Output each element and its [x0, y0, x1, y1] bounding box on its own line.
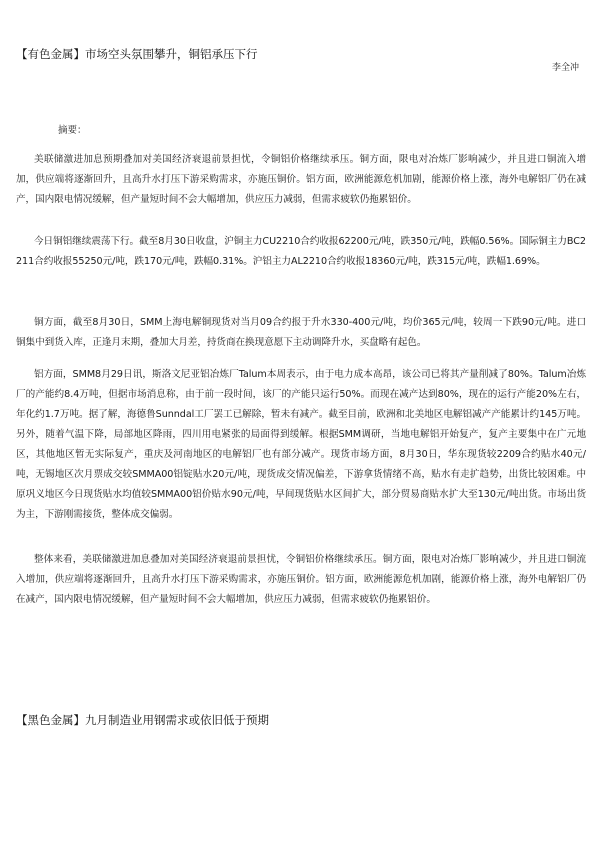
paragraph-copper: 铜方面，截至8月30日，SMM上海电解铜现货对当月09合约报于升水330-400元/吨，均价365元/吨，较周一下跌90元/吨。进口铜集中到货入库，正逢月末期，叠加大月差，持货商在换现意愿下主动调降升水，买盘略有起色。 — [16, 317, 586, 348]
section-title-ferrous: 【黑色金属】九月制造业用钢需求或依旧低于预期 — [16, 713, 269, 727]
paragraph-summary: 美联储激进加息预期叠加对美国经济衰退前景担忧，令铜铝价格继续承压。铜方面，限电对冶炼厂影响减少，并且进口铜流入增加，供应端将逐渐回升，且高升水打压下游采购需求，亦施压铜价。铝方面，欧洲能源危机加剧，能源价格上涨，海外电解铝厂仍在减产，国内限电情况缓解，但产量短时间不会大幅增加，供应压力减弱，但需求疲软仍拖累铝价。 — [16, 154, 586, 205]
author-name: 李全冲 — [551, 63, 579, 73]
section-title-nonferrous: 【有色金属】市场空头氛围攀升，铜铝承压下行 — [16, 47, 258, 61]
paragraph-overall: 整体来看，美联储激进加息叠加对美国经济衰退前景担忧，令铜铝价格继续承压。铜方面，限电对冶炼厂影响减少，并且进口铜流入增加，供应端将逐渐回升，且高升水打压下游采购需求，亦施压铜价。铝方面，欧洲能源危机加剧，能源价格上涨，海外电解铝厂仍在减产，国内限电情况缓解，但产量短时间不会大幅增加，供应压力减弱，但需求疲软仍拖累铝价。 — [16, 554, 586, 605]
paragraph-aluminum: 铝方面，SMM8月29日讯，斯洛文尼亚铝冶炼厂Talum本周表示，由于电力成本高昂，该公司已将其产量削减了80%。Talum冶炼厂的产能约8.4万吨，但据市场消息称，由于前一段时间，该厂的产能只运行50%。而现在减产达到80%，现在的运行产能20%左右，年化约1.7万吨。据了解，海德鲁Sunndal工厂罢工已解除，暂未有减产。截至目前，欧洲和北美地区电解铝减产产能累计约145万吨。另外，随着气温下降，局部地区降雨，四川用电紧张的局面得到缓解。根据SMM调研，当地电解铝开始复产，复产主要集中在广元地区，其他地区暂无实际复产，重庆及河南地区的电解铝厂也有部分减产。现货市场方面，8月30日，华东现货较2209合约贴水40元/吨，无锡地区次月票成交较SMMA00铝锭贴水20元/吨，现货成交情况偏差，下游拿货情绪不高，贴水有走扩趋势，出货比较困难。中原巩义地区今日现货贴水均值较SMMA00铝价贴水90元/吨，早间现货贴水区间扩大，部分贸易商贴水扩大至130元/吨出货。市场出货为主，下游刚需接货，整体成交偏弱。 — [16, 369, 586, 520]
paragraph-market-close: 今日铜铝继续震荡下行。截至8月30日收盘，沪铜主力CU2210合约收报62200元/吨，跌350元/吨，跌幅0.56%。国际铜主力BC2211合约收报55250元/吨，跌170元/吨，跌幅0.31%。沪铝主力AL2210合约收报18360元/吨，跌315元/吨，跌幅1.69%。 — [16, 236, 586, 267]
abstract-label: 摘要： — [58, 125, 87, 136]
